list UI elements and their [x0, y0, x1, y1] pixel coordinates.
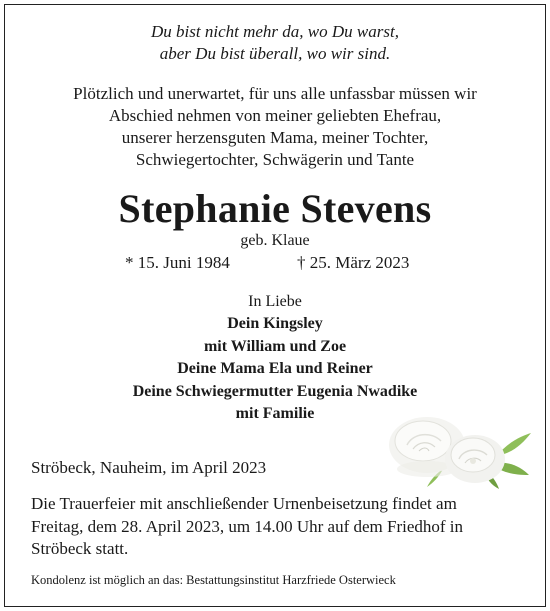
- intro-line: Plötzlich und unerwartet, für uns alle unfassbar müssen wir: [73, 84, 477, 103]
- condolence-note: Kondolenz ist möglich an das: Bestattungsinstitut Harzfriede Osterwieck: [31, 573, 396, 587]
- white-roses-image: [383, 411, 533, 489]
- quote-block: [5, 21, 545, 65]
- funeral-info: [31, 493, 527, 561]
- quote-line: aber Du bist überall, wo wir sind.: [159, 44, 391, 63]
- death-date: † 25. März 2023: [297, 253, 410, 272]
- funeral-line: Freitag, dem 28. April 2023, um 14.00 Uhr auf dem Friedhof in: [31, 516, 464, 536]
- birth-date: * 15. Juni 1984: [125, 253, 230, 272]
- quote-line: Du bist nicht mehr da, wo Du warst,: [151, 22, 399, 41]
- born-name: geb. Klaue: [240, 232, 310, 249]
- intro-line: unserer herzensguten Mama, meiner Tochter,: [121, 128, 429, 147]
- mourner-line: Deine Mama Ela und Reiner: [177, 360, 373, 377]
- mourner-line: Deine Schwiegermutter Eugenia Nwadike: [132, 382, 418, 400]
- obituary-notice: [4, 4, 546, 607]
- in-love-label: In Liebe: [248, 293, 302, 310]
- intro-line: Abschied nehmen von meiner geliebten Ehefrau,: [108, 106, 442, 125]
- mourners-list: [5, 313, 545, 426]
- place-and-date: Ströbeck, Nauheim, im April 2023: [31, 458, 267, 477]
- mourner-line: Dein Kingsley: [227, 315, 323, 332]
- funeral-line: Ströbeck statt.: [31, 539, 129, 558]
- intro-line: Schwiegertochter, Schwägerin und Tante: [135, 150, 415, 169]
- funeral-line: Die Trauerfeier mit anschließender Urnenbeisetzung findet am: [31, 494, 457, 513]
- mourner-line: mit Familie: [235, 405, 315, 422]
- deceased-name: Stephanie Stevens: [118, 186, 432, 231]
- intro-text: [5, 83, 545, 171]
- mourner-line: mit William und Zoe: [203, 337, 347, 355]
